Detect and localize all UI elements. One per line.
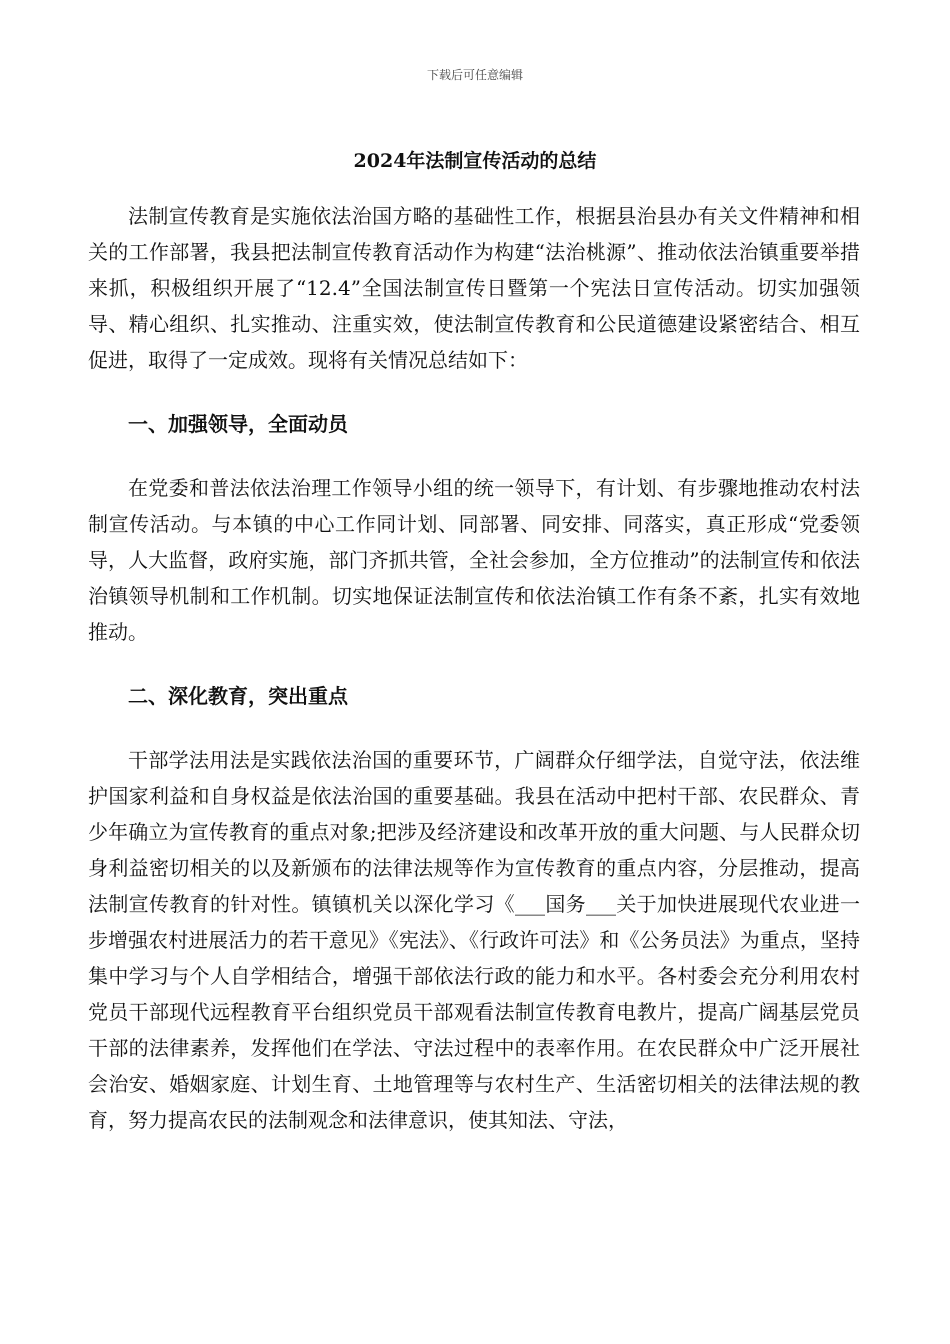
section-heading-2: 二、深化教育，突出重点 <box>128 684 348 708</box>
document-body <box>88 198 860 1138</box>
section-2-paragraph: 干部学法用法是实践依法治国的重要环节，广阔群众仔细学法，自觉守法，依法维护国家利益和自身权益是依法治国的重要基础。我县在活动中把村干部、农民群众、青少年确立为宣传教育的重点对象;把涉及经济建设和改革开放的重大问题、与人民群众切身利益密切相关的以及新颁布的法律法规等作为宣传教育的重点内容，分层推动，提高法制宣传教育的针对性。镇镇机关以深化学习《___国务___关于加快进展现代农业进一步增强农村进展活力的若干意见》《宪法》、《行政许可法》和《公务员法》为重点，坚持集中学习与个人自学相结合，增强干部依法行政的能力和水平。各村委会充分利用农村党员干部现代远程教育平台组织党员干部观看法制宣传教育电教片，提高广阔基层党员干部的法律素养，发挥他们在学法、守法过程中的表率作用。在农民群众中广泛开展社会治安、婚姻家庭、计划生育、土地管理等与农村生产、生活密切相关的法律法规的教育，努力提高农民的法制观念和法律意识，使其知法、守法， <box>88 748 860 1132</box>
document-title: 2024年法制宣传活动的总结 <box>353 150 597 172</box>
section-heading-1: 一、加强领导，全面动员 <box>128 412 348 436</box>
page-header: 下载后可任意编辑 <box>426 68 523 82</box>
section-1-paragraph: 在党委和普法依法治理工作领导小组的统一领导下，有计划、有步骤地推动农村法制宣传活动。与本镇的中心工作同计划、同部署、同安排、同落实，真正形成“党委领导，人大监督，政府实施，部门齐抓共管，全社会参加，全方位推动”的法制宣传和依法治镇领导机制和工作机制。切实地保证法制宣传和依法治镇工作有条不紊，扎实有效地推动。 <box>88 476 860 644</box>
intro-paragraph: 法制宣传教育是实施依法治国方略的基础性工作，根据县治县办有关文件精神和相关的工作部署，我县把法制宣传教育活动作为构建“法治桃源”、推动依法治镇重要举措来抓，积极组织开展了“12.4”全国法制宣传日暨第一个宪法日宣传活动。切实加强领导、精心组织、扎实推动、注重实效，使法制宣传教育和公民道德建设紧密结合、相互促进，取得了一定成效。现将有关情况总结如下： <box>88 204 860 372</box>
